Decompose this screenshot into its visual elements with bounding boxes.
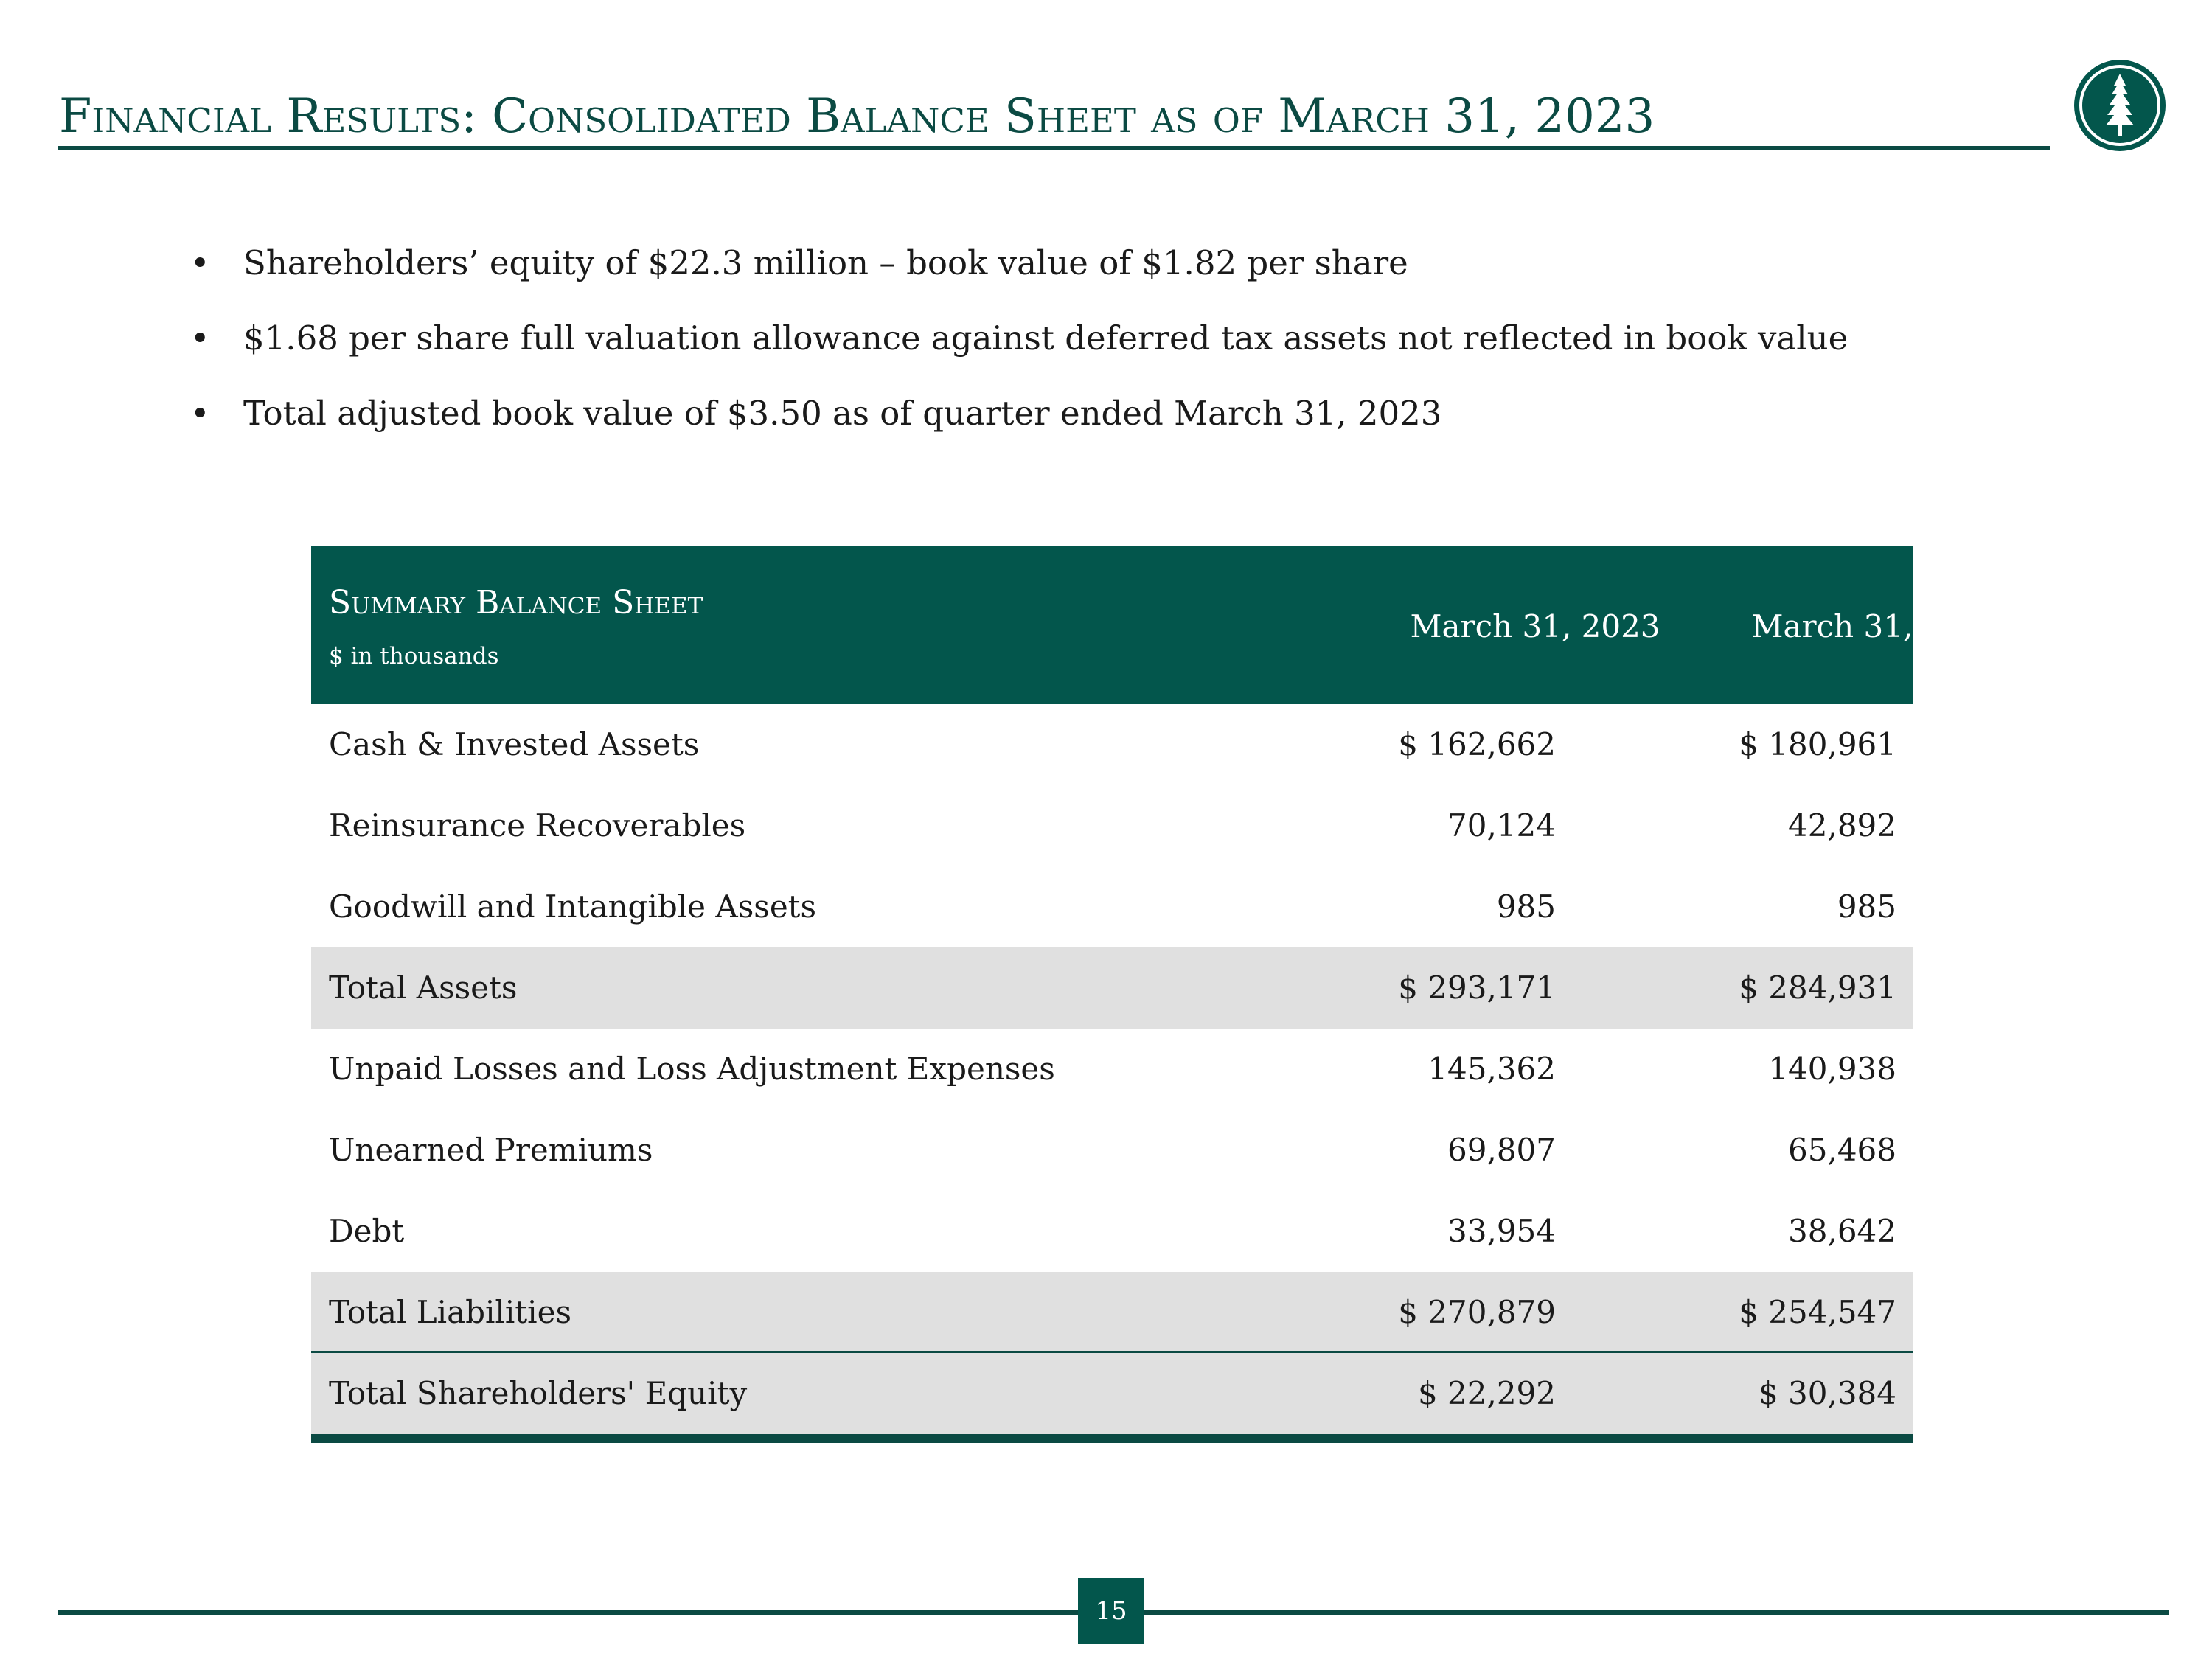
- value-2023: 70,124: [1447, 807, 1556, 844]
- row-label: Total Liabilities: [329, 1294, 572, 1330]
- value-2023: 985: [1496, 888, 1556, 925]
- page-number: 15: [1078, 1578, 1144, 1644]
- value-2022: 38,642: [1788, 1213, 1896, 1249]
- table-title: Summary Balance Sheet: [329, 584, 703, 622]
- value-2022: 42,892: [1788, 807, 1896, 844]
- page-title: Financial Results: Consolidated Balance Sheet as of March 31, 2023: [59, 89, 1655, 144]
- title-divider: [58, 146, 2050, 150]
- bullet-dot: •: [190, 243, 210, 282]
- total-row: [311, 947, 1913, 1029]
- value-2022: 65,468: [1788, 1132, 1896, 1168]
- value-2022: 140,938: [1768, 1051, 1896, 1087]
- row-label: Goodwill and Intangible Assets: [329, 888, 817, 925]
- column-header-2022: March 31, 2022: [1751, 608, 2002, 644]
- table-row: [311, 866, 1913, 947]
- value-2022: $ 254,547: [1739, 1294, 1896, 1330]
- value-2023: $ 270,879: [1398, 1294, 1556, 1330]
- value-2023: 33,954: [1447, 1213, 1556, 1249]
- row-label: Debt: [329, 1213, 405, 1249]
- table-subtitle: $ in thousands: [329, 643, 499, 669]
- bullet-dot: •: [190, 394, 210, 433]
- value-2022: 985: [1837, 888, 1896, 925]
- bullet-item: • Total adjusted book value of $3.50 as of quarter ended March 31, 2023: [190, 394, 1442, 433]
- table-row: [311, 1110, 1913, 1191]
- row-label: Unearned Premiums: [329, 1132, 653, 1168]
- value-2022: $ 180,961: [1739, 726, 1896, 762]
- bullet-item: • Shareholders’ equity of $22.3 million – book value of $1.82 per share: [190, 243, 1408, 282]
- table-row: [311, 704, 1913, 785]
- bullet-item: • $1.68 per share full valuation allowance against deferred tax assets not reflected in book value: [190, 319, 1848, 358]
- row-label: Total Assets: [329, 970, 518, 1006]
- value-2022: $ 30,384: [1758, 1375, 1896, 1411]
- table-row: [311, 1029, 1913, 1110]
- table-header: [311, 546, 2002, 704]
- column-header-2023: March 31, 2023: [1410, 608, 1660, 644]
- row-label: Total Shareholders' Equity: [329, 1375, 748, 1411]
- footer-divider: [1144, 1610, 2169, 1615]
- pine-tree-icon: [2072, 58, 2168, 153]
- row-label: Cash & Invested Assets: [329, 726, 700, 762]
- value-2023: 145,362: [1427, 1051, 1556, 1087]
- equity-total-row: [311, 1353, 1913, 1434]
- value-2023: $ 22,292: [1417, 1375, 1556, 1411]
- bullet-dot: •: [190, 319, 210, 358]
- total-row: [311, 1272, 1913, 1353]
- table-bottom-rule: [311, 1434, 1913, 1443]
- table-row: [311, 785, 1913, 866]
- value-2023: $ 293,171: [1398, 970, 1556, 1006]
- key-points-list: [184, 243, 1848, 469]
- value-2023: 69,807: [1447, 1132, 1556, 1168]
- row-label: Reinsurance Recoverables: [329, 807, 746, 844]
- value-2022: $ 284,931: [1739, 970, 1896, 1006]
- row-label: Unpaid Losses and Loss Adjustment Expenses: [329, 1051, 1055, 1087]
- balance-sheet-table: [311, 546, 2002, 1443]
- footer-divider: [58, 1610, 1078, 1615]
- value-2023: $ 162,662: [1398, 726, 1556, 762]
- table-row: [311, 1191, 1913, 1272]
